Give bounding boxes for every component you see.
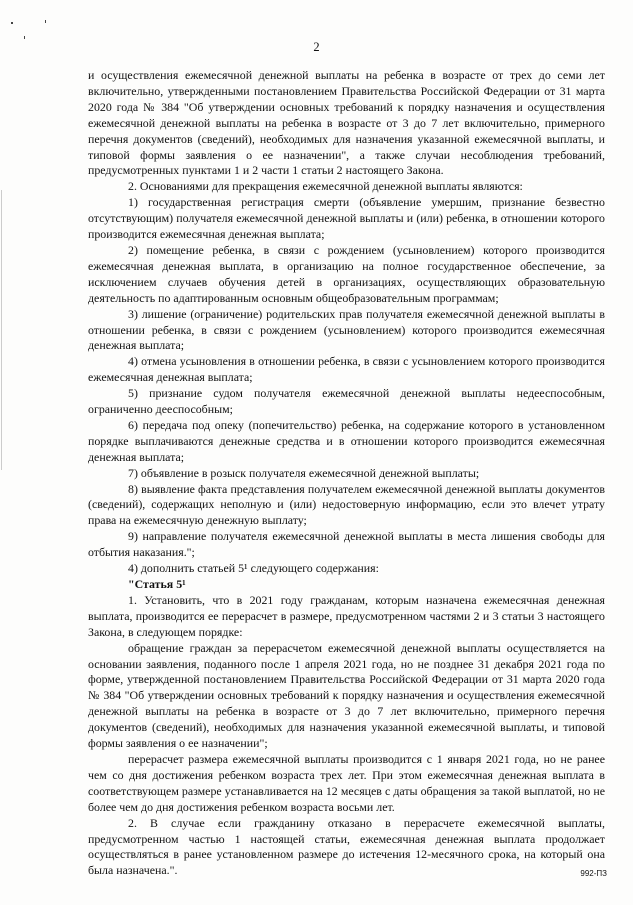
paragraph: 4) дополнить статьей 5¹ следующего содержания: xyxy=(128,561,379,576)
list-item: 9) направление получателя ежемесячной денежной выплаты в места лишения свободы для отбытия наказания."; xyxy=(88,529,605,560)
paragraph: 2. В случае если гражданину отказано в перерасчете ежемесячной выплаты, предусмотренном частью 1 настоящей статьи, ежемесячная денежная выплата продолжает осуществляться в ранее установленном размере до истечения 12-месячного срока, на который она была назначена.". xyxy=(88,815,605,878)
list-item: 7) объявление в розыск получателя ежемесячной денежной выплаты; xyxy=(128,465,480,480)
page-number: 2 xyxy=(313,40,320,54)
paragraph: и осуществления ежемесячной денежной выплаты на ребенка в возрасте от трех до семи лет включительно, утвержденными постановлением Правительства Российской Федерации от 31 марта 2020 года № 384 "Об утверждении основных требований к порядку назначения и осуществления ежемесячной денежной выплаты на ребенка в возрасте от 3 до 7 лет включительно, примерного перечня документов (сведений), необходимых для назначения указанной ежемесячной выплаты, и типовой формы заявления о ее назначении", а также случаи несоблюдения требований, предусмотренных пунктами 1 и 2 части 1 статьи 2 настоящего Закона. xyxy=(88,68,605,178)
paragraph: 1. Установить, что в 2021 году гражданам, которым назначена ежемесячная денежная выплата, производится ее перерасчет в размере, предусмотренном частями 2 и 3 статьи 3 настоящего Закона, в следующем порядке: xyxy=(88,592,605,639)
list-item: 4) отмена усыновления в отношении ребенка, в связи с усыновлением которого производится ежемесячная денежная выплата; xyxy=(88,354,605,385)
paragraph: обращение граждан за перерасчетом ежемесячной денежной выплаты осуществляется на основании заявления, поданного после 1 апреля 2021 года, но не позднее 31 декабря 2021 года по форме, утвержденной постановлением Правительства Российской Федерации от 31 марта 2020 года № 384 "Об утверждении основных требований к порядку назначения и осуществления ежемесячной денежной выплаты на ребенка в возрасте от 3 до 7 лет включительно, примерного перечня документов (сведений), необходимых для назначения указанной ежемесячной выплаты, и типовой формы заявления о ее назначении"; xyxy=(88,640,605,751)
scan-artifact xyxy=(11,22,13,24)
paragraph: перерасчет размера ежемесячной выплаты производится с 1 января 2021 года, но не ранее чем со дня достижения ребенком возраста трех лет. При этом ежемесячная денежная выплата в соответствующем размере устанавливается на 12 месяцев с даты обращения за такой выплатой, но не более чем до дня достижения ребенком возраста восьми лет. xyxy=(88,751,605,814)
list-item: 3) лишение (ограничение) родительских прав получателя ежемесячной денежной выплаты в отношении ребенка, в связи с рождением (усыновлением) которого производится ежемесячная денежная выплата; xyxy=(88,306,605,353)
document-body xyxy=(88,68,605,879)
list-item: 5) признание судом получателя ежемесячной денежной выплаты недееспособным, ограниченно дееспособным; xyxy=(88,386,605,417)
article-heading: "Статья 5¹ xyxy=(128,577,186,591)
list-item: 2) помещение ребенка, в связи с рождением (усыновлением) которого производится ежемесячная денежная выплата, в организацию на полное государственное обеспечение, за исключением случаев обучения детей в организациях, осуществляющих образовательную деятельность по адаптированным основным общеобразовательным программам; xyxy=(88,242,605,305)
scan-artifact xyxy=(24,36,25,39)
paragraph: 2. Основаниями для прекращения ежемесячной денежной выплаты являются: xyxy=(128,179,523,194)
list-item: 8) выявление факта представления получателем ежемесячной денежной выплаты документов (сведений), содержащих неполную и (или) недостоверную информацию, если это влечет утрату права на ежемесячную денежную выплату; xyxy=(88,481,605,528)
document-code: 992-ПЗ xyxy=(580,869,607,878)
scan-artifact xyxy=(1,190,2,470)
list-item: 1) государственная регистрация смерти (объявление умершим, признание безвестно отсутствующим) получателя ежемесячной денежной выплаты и (или) ребенка, в отношении которого производится ежемесячная денежная выплата; xyxy=(88,195,605,242)
list-item: 6) передача под опеку (попечительство) ребенка, на содержание которого в установленном порядке выплачиваются денежные средства и в отношении которого производится ежемесячная денежная выплата; xyxy=(88,417,605,464)
scan-artifact xyxy=(45,20,46,23)
